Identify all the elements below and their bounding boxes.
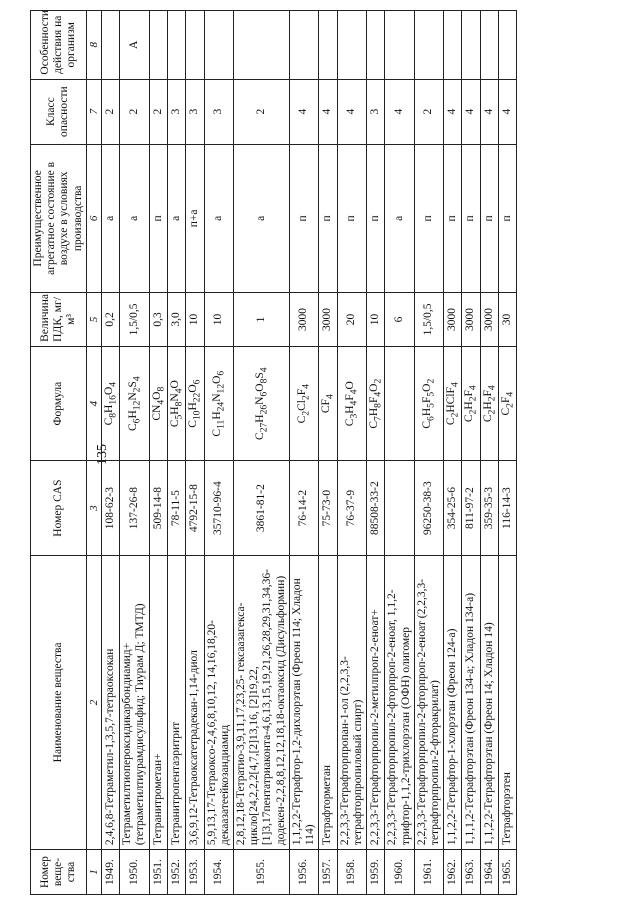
substance-name: 1,1,2,2-Тетрафтор-1,2-дихлорэтан (Фреон 114; Хладон 114) [289,555,318,849]
table-row [149,11,167,895]
header-cell: Номер CAS [31,461,87,555]
substance-number: 1953. [186,850,204,895]
effect-note: А [120,11,149,80]
pdk-value: 20 [337,292,366,346]
substance-name: 1,1,1,2-Тетрафторэтан (Фреон 134-а; Хладон 134-а) [462,555,480,849]
pdk-value: 3000 [289,292,318,346]
aggregate-state: п [499,144,517,292]
table-row [366,11,384,895]
table-row [186,11,204,895]
pdk-value: 0,2 [101,292,119,346]
table-row [385,11,414,895]
effect-note [462,11,480,80]
hazard-class: 2 [414,79,443,144]
column-index: 1 [86,850,101,895]
substance-number: 1960. [385,850,414,895]
header-cell: Наименование вещества [31,555,87,849]
aggregate-state: п [462,144,480,292]
substance-name: Тетрафторэтен [499,555,517,849]
substance-number: 1952. [167,850,185,895]
hazard-class: 4 [319,79,337,144]
substance-number: 1965. [499,850,517,895]
pdk-value: 1 [233,292,289,346]
header-cell: Особенности действия на организм [31,11,87,80]
cas-number: 116-14-3 [499,461,517,555]
table-row [120,11,149,895]
cas-number: 96250-38-3 [414,461,443,555]
substance-name: 1,1,2,2-Тетрафторэтан (Фреон 14; Хладон 14) [480,555,498,849]
cas-number: 76-37-9 [337,461,366,555]
substance-number: 1950. [120,850,149,895]
aggregate-state: а [120,144,149,292]
table-row [414,11,443,895]
substance-number: 1964. [480,850,498,895]
substance-name: 1,1,2,2-Тетрафтор-1-хлорэтан (Фреон 124-а) [444,555,462,849]
substance-name: Тетранитропентаэритрит [167,555,185,849]
cas-number: 35710-96-4 [204,461,233,555]
formula: $C_2HClF_4$ [444,346,462,461]
aggregate-state: а [385,144,414,292]
aggregate-state: а [167,144,185,292]
column-index: 3 [86,461,101,555]
hazard-class: 3 [366,79,384,144]
table-row [480,11,498,895]
substance-name: 2,4,6,8-Тетраметил-1,3,5,7-тетраоксокан [101,555,119,849]
hazard-class: 4 [462,79,480,144]
effect-note [101,11,119,80]
table-row [337,11,366,895]
cas-number: 75-73-0 [319,461,337,555]
cas-number: 354-25-6 [444,461,462,555]
hazard-class: 2 [149,79,167,144]
effect-note [337,11,366,80]
substance-number: 1959. [366,850,384,895]
table-row [167,11,185,895]
pdk-value: 3,0 [167,292,185,346]
substance-number: 1961. [414,850,443,895]
formula: $C_{11}H_{24}N_{12}O_6$ [204,346,233,461]
effect-note [366,11,384,80]
substance-name: 2,2,3,3-Тетрафторпропил-2-фторпроп-2-еноат (2,2,3,3-тетрафторпропил-2-фторакрилат) [414,555,443,849]
pdk-value: 3000 [319,292,337,346]
formula: $C_2H_2F_4$ [480,346,498,461]
formula: $C_6H_{12}N_2S_4$ [120,346,149,461]
table-row [444,11,462,895]
cas-number: 108-62-3 [101,461,119,555]
hazard-class: 2 [120,79,149,144]
table-row [101,11,119,895]
cas-number: 76-14-2 [289,461,318,555]
formula: $C_7H_8F_4O_2$ [366,346,384,461]
formula: $C_2F_4$ [499,346,517,461]
formula [385,346,414,461]
substance-number: 1963. [462,850,480,895]
header-row [31,11,87,895]
formula: $C_{10}H_{22}O_6$ [186,346,204,461]
formula: $C_{27}H_{26}N_6O_8S_4$ [233,346,289,461]
substance-name: 3,6,9,12-Тетраоксатетрадекан-1,14-диол [186,555,204,849]
formula: $CF_4$ [319,346,337,461]
effect-note [414,11,443,80]
aggregate-state: п [444,144,462,292]
hazard-class: 4 [385,79,414,144]
pdk-value: 10 [186,292,204,346]
hazard-class: 4 [480,79,498,144]
pdk-value: 1,5/0,5 [414,292,443,346]
aggregate-state: а [101,144,119,292]
header-cell: Класс опасности [31,79,87,144]
effect-note [204,11,233,80]
cas-number: 359-35-3 [480,461,498,555]
cas-number: 88508-33-2 [366,461,384,555]
pdk-value: 10 [204,292,233,346]
effect-note [319,11,337,80]
substance-number: 1958. [337,850,366,895]
table-row [499,11,517,895]
substance-number: 1951. [149,850,167,895]
formula: $C_5H_8N_4O$ [167,346,185,461]
column-index: 8 [86,11,101,80]
aggregate-state: п [414,144,443,292]
hazard-class: 4 [499,79,517,144]
substance-number: 1956. [289,850,318,895]
cas-number: 509-14-8 [149,461,167,555]
header-cell: Величина ПДК, мг/м³ [31,292,87,346]
table-row [204,11,233,895]
formula: $C_2H_2F_4$ [462,346,480,461]
cas-number: 78-11-5 [167,461,185,555]
hazard-class: 3 [204,79,233,144]
effect-note [289,11,318,80]
column-index-row [86,11,101,895]
column-index: 6 [86,144,101,292]
table-row [319,11,337,895]
aggregate-state: п [480,144,498,292]
effect-note [499,11,517,80]
header-cell: Преимущественное агрегатное состояние в воздухе в условиях производства [31,144,87,292]
substance-table [30,10,517,895]
substance-name: 2,2,3,3-Тетрафторпропил-2-метилпроп-2-еноат+ [366,555,384,849]
substance-name: Тетранитрометан+ [149,555,167,849]
substance-name: 2,2,3,3-Тетрафторпропил-2-фторпроп-2-еноат, 1,1,2-трифтор-1,1,2-трихлорэтан (ОФН) олигомер [385,555,414,849]
hazard-class: 3 [167,79,185,144]
column-index: 4 [86,346,101,461]
aggregate-state: п [337,144,366,292]
aggregate-state: п [289,144,318,292]
pdk-value: 3000 [444,292,462,346]
aggregate-state: п+а [186,144,204,292]
column-index: 7 [86,79,101,144]
cas-number: 137-26-8 [120,461,149,555]
pdk-value: 1,5/0,5 [120,292,149,346]
hazard-class: 4 [444,79,462,144]
aggregate-state: п [319,144,337,292]
pdk-value: 3000 [462,292,480,346]
header-cell: Номер веще-ства [31,850,87,895]
hazard-class: 4 [289,79,318,144]
hazard-class: 3 [186,79,204,144]
substance-name: 2,2,3,3-Тетрафторпропан-1-ол (2,2,3,3-тетрафторпропиловый спирт) [337,555,366,849]
table-row [289,11,318,895]
substance-name: Тетрафторметан [319,555,337,849]
column-index: 5 [86,292,101,346]
cas-number: 811-97-2 [462,461,480,555]
formula: $CN_4O_8$ [149,346,167,461]
effect-note [444,11,462,80]
effect-note [385,11,414,80]
effect-note [186,11,204,80]
cas-number [385,461,414,555]
pdk-value: 0,3 [149,292,167,346]
cas-number: 4792-15-8 [186,461,204,555]
pdk-value: 30 [499,292,517,346]
table-row [233,11,289,895]
table-row [462,11,480,895]
hazard-class: 2 [101,79,119,144]
effect-note [167,11,185,80]
page-number: 135 [95,444,110,465]
substance-name: Тетраметилтиопероксидикарбондиамид+ (тетраметилтиурамдисульфид; Тиурам Д; ТМТД) [120,555,149,849]
substance-number: 1957. [319,850,337,895]
formula: $C_3H_4F_4O$ [337,346,366,461]
pdk-value: 3000 [480,292,498,346]
substance-number: 1949. [101,850,119,895]
substance-number: 1955. [233,850,289,895]
substance-number: 1962. [444,850,462,895]
aggregate-state: п [149,144,167,292]
column-index: 2 [86,555,101,849]
aggregate-state: а [204,144,233,292]
cas-number: 3861-81-2 [233,461,289,555]
formula: $C_6H_5F_5O_2$ [414,346,443,461]
formula: $C_8H_{16}O_4$ [101,346,119,461]
aggregate-state: п [366,144,384,292]
pdk-value: 10 [366,292,384,346]
substance-name: 2,8,12,18-Тетратио-3,9,11,17,23,25- гексаазагекса-цикло[24,2,2,2[4,7,[2]13,16, [2]19,22,[1]3,17пентатриаконта-4,6,13,15,19,21,26,28,29,31,34,36-додекен-2,2,8,8,12,12,18,18-октаоксид (Дисульформин) [233,555,289,849]
effect-note [149,11,167,80]
hazard-class: 2 [233,79,289,144]
effect-note [480,11,498,80]
table-body [101,11,516,895]
substance-name: 5,9,13,17-Тетраоксо-2,4,6,8,10,12, 14,16,18,20-декаазатеейкозандиамид [204,555,233,849]
effect-note [233,11,289,80]
pdk-value: 6 [385,292,414,346]
header-cell: Формула [31,346,87,461]
aggregate-state: а [233,144,289,292]
formula: $C_2Cl_2F_4$ [289,346,318,461]
hazard-class: 4 [337,79,366,144]
substance-number: 1954. [204,850,233,895]
